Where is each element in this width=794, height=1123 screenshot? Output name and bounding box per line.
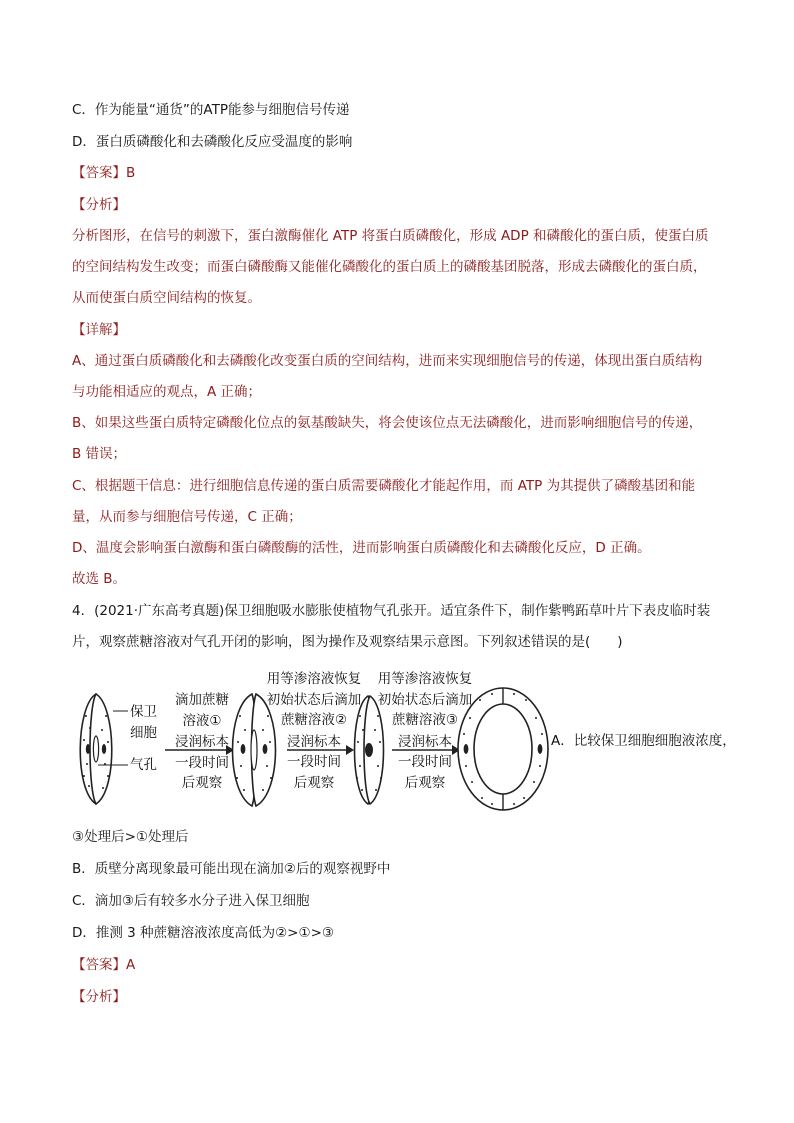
- step-1-instructions: [162, 690, 242, 794]
- step-1-line-2: 溶液①: [182, 712, 222, 729]
- step-3-line-3: 蔗糖溶液③: [391, 712, 459, 728]
- detail-c-line-2: 量，从而参与细胞信号传递，C 正确；: [72, 509, 302, 525]
- analysis-heading-previous: 【分析】: [72, 197, 126, 213]
- detail-b-line-1: B、如果这些蛋白质特定磷酸化位点的氨基酸缺失，将会使该位点无法磷酸化，进而影响细胞信号的传递，: [72, 415, 703, 431]
- step-1-line-1: 滴加蔗糖: [175, 692, 229, 708]
- q4-answer: 【答案】A: [72, 957, 136, 973]
- step-2-line-6: 后观察: [293, 774, 335, 791]
- option-a-head: A．比较保卫细胞细胞液浓度，: [551, 733, 736, 749]
- step-2-line-4: 浸润标本: [287, 733, 341, 750]
- question-4-line-2: 片，观察蔗糖溶液对气孔开闭的影响，图为操作及观察结果示意图。下列叙述错误的是( ): [72, 634, 623, 650]
- choose-b: 故选 B。: [72, 571, 127, 587]
- q4-option-c: C．滴加③后有较多水分子进入保卫细胞: [72, 893, 310, 909]
- detail-c-line-1: C、根据题干信息：进行细胞信息传递的蛋白质需要磷酸化才能起作用，而 ATP 为其提供了磷酸基团和能: [72, 478, 696, 494]
- detail-d-line-1: D、温度会影响蛋白激酶和蛋白磷酸酶的活性，进而影响蛋白质磷酸化和去磷酸化反应，D 正确。: [72, 540, 651, 556]
- q4-option-a-tail: ③处理后>①处理后: [72, 829, 189, 845]
- guard-cell-pair-1: [80, 694, 112, 804]
- option-c-previous: C．作为能量“通货”的ATP能参与细胞信号传递: [72, 102, 350, 118]
- q4-analysis-heading: 【分析】: [72, 989, 126, 1005]
- step-3-line-6: 后观察: [404, 774, 446, 791]
- analysis-paragraph-line-3: 从而使蛋白质空间结构的恢复。: [72, 290, 261, 306]
- step-2-line-1: 用等渗溶液恢复: [266, 671, 362, 687]
- q4-option-d: D．推测 3 种蔗糖溶液浓度高低为②>①>③: [72, 925, 334, 941]
- label-stoma: 气孔: [130, 757, 157, 773]
- step-3-line-2: 初始状态后滴加: [377, 691, 473, 708]
- answer-previous: 【答案】B: [72, 165, 136, 181]
- step-1-line-3: 浸润标本: [175, 734, 229, 750]
- step-1-line-5: 后观察: [181, 775, 223, 791]
- step-3-line-1: 用等渗溶液恢复: [377, 671, 473, 687]
- question-4-line-1: 4．(2021·广东高考真题)保卫细胞吸水膨胀使植物气孔张开。适宜条件下，制作紫鸭跖草叶片下表皮临时装: [72, 603, 711, 619]
- label-guard-cell-line-1: 保卫: [130, 704, 157, 720]
- detail-heading: 【详解】: [72, 322, 126, 338]
- option-d-previous: D．蛋白质磷酸化和去磷酸化反应受温度的影响: [72, 134, 353, 150]
- q4-option-b: B．质壁分离现象最可能出现在滴加②后的观察视野中: [72, 861, 391, 877]
- step-3-instructions: [369, 669, 481, 793]
- step-2-line-3: 蔗糖溶液②: [280, 712, 348, 728]
- step-2-line-5: 一段时间: [287, 754, 341, 770]
- detail-a-line-2: 与功能相适应的观点，A 正确；: [72, 384, 262, 400]
- analysis-paragraph-line-1: 分析图形，在信号的刺激下，蛋白激酶催化 ATP 将蛋白质磷酸化，形成 ADP 和磷酸化的蛋白质，使蛋白质: [72, 228, 709, 244]
- step-1-line-4: 一段时间: [175, 754, 229, 771]
- step-3-line-5: 一段时间: [398, 754, 452, 770]
- step-2-instructions: [258, 669, 370, 793]
- detail-b-line-2: B 错误；: [72, 446, 127, 462]
- label-guard-cell-line-2: 细胞: [130, 725, 157, 741]
- detail-a-line-1: A、通过蛋白质磷酸化和去磷酸化改变蛋白质的空间结构，进而来实现细胞信号的传递，体现出蛋白质结构: [72, 353, 703, 369]
- step-2-line-2: 初始状态后滴加: [266, 691, 362, 708]
- step-3-line-4: 浸润标本: [398, 733, 452, 750]
- analysis-paragraph-line-2: 的空间结构发生改变；而蛋白磷酸酶又能催化磷酸化的蛋白质上的磷酸基团脱落，形成去磷酸化的蛋白质，: [72, 259, 707, 275]
